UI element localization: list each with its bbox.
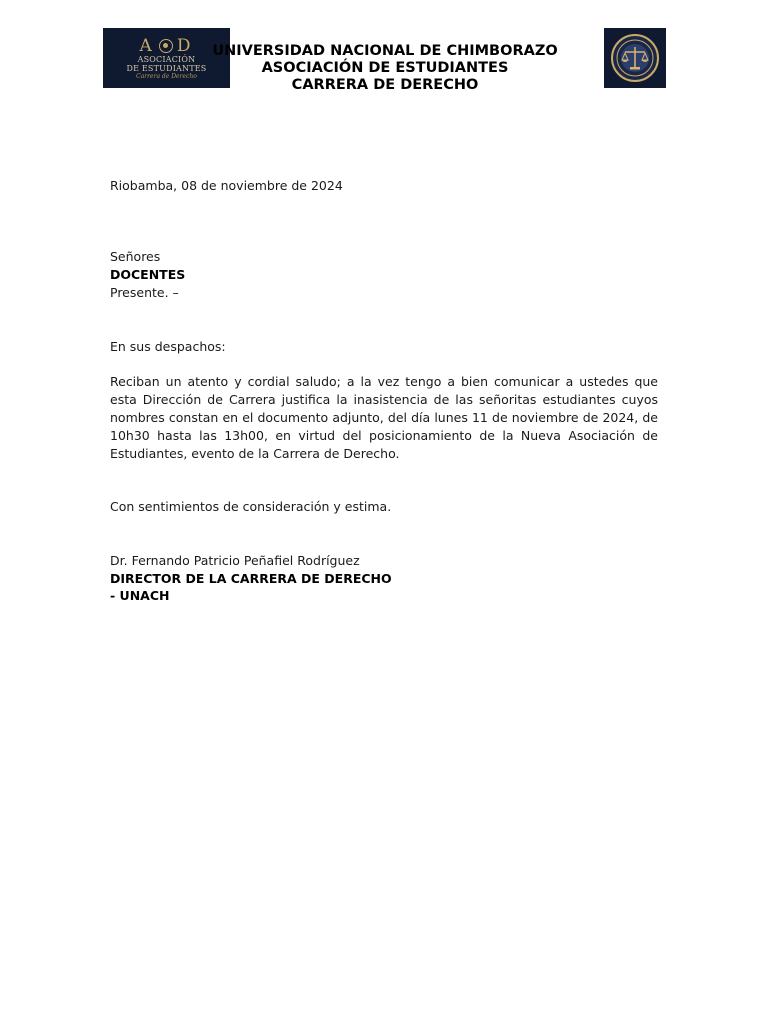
logo-subtext: Carrera de Derecho	[136, 73, 197, 80]
letter-body: Reciban un atento y cordial saludo; a la vez tengo a bien comunicar a ustedes que esta Dirección de Carrera justifica la inasistencia de las señoritas estudiantes cuyos nombres constan en el documento adjunto, del día lunes 11 de noviembre de 2024, de 10h30 hasta las 13h00, en virtud del posicionamiento de la Nueva Asociación de Estudiantes, evento de la Carrera de Derecho.	[110, 374, 658, 461]
logo-monogram	[140, 37, 194, 55]
seal-icon	[159, 39, 173, 53]
greeting: En sus despachos:	[110, 339, 226, 354]
place-and-date: Riobamba, 08 de noviembre de 2024	[110, 178, 343, 193]
logo-letter-d: D	[176, 36, 194, 56]
signer-name: Dr. Fernando Patricio Peñafiel Rodríguez	[110, 553, 360, 568]
presente-line: Presente. –	[110, 285, 179, 300]
logo-text-line1: ASOCIACIÓN	[137, 55, 196, 64]
recipient: DOCENTES	[110, 267, 186, 282]
closing-line: Con sentimientos de consideración y estima.	[110, 499, 392, 514]
header-career: CARRERA DE DERECHO	[291, 77, 479, 93]
logo-letter-a: A	[139, 36, 155, 56]
law-school-emblem	[604, 28, 666, 88]
header-association: ASOCIACIÓN DE ESTUDIANTES	[261, 60, 509, 76]
salutation: Señores	[110, 249, 161, 264]
signer-title-line1: DIRECTOR DE LA CARRERA DE DERECHO	[110, 571, 392, 586]
scales-of-justice-icon	[610, 33, 660, 83]
signer-title-line2: - UNACH	[110, 588, 170, 603]
logo-text-line2: DE ESTUDIANTES	[126, 64, 207, 73]
document-header-title	[200, 43, 570, 94]
header-university: UNIVERSIDAD NACIONAL DE CHIMBORAZO	[212, 43, 558, 59]
